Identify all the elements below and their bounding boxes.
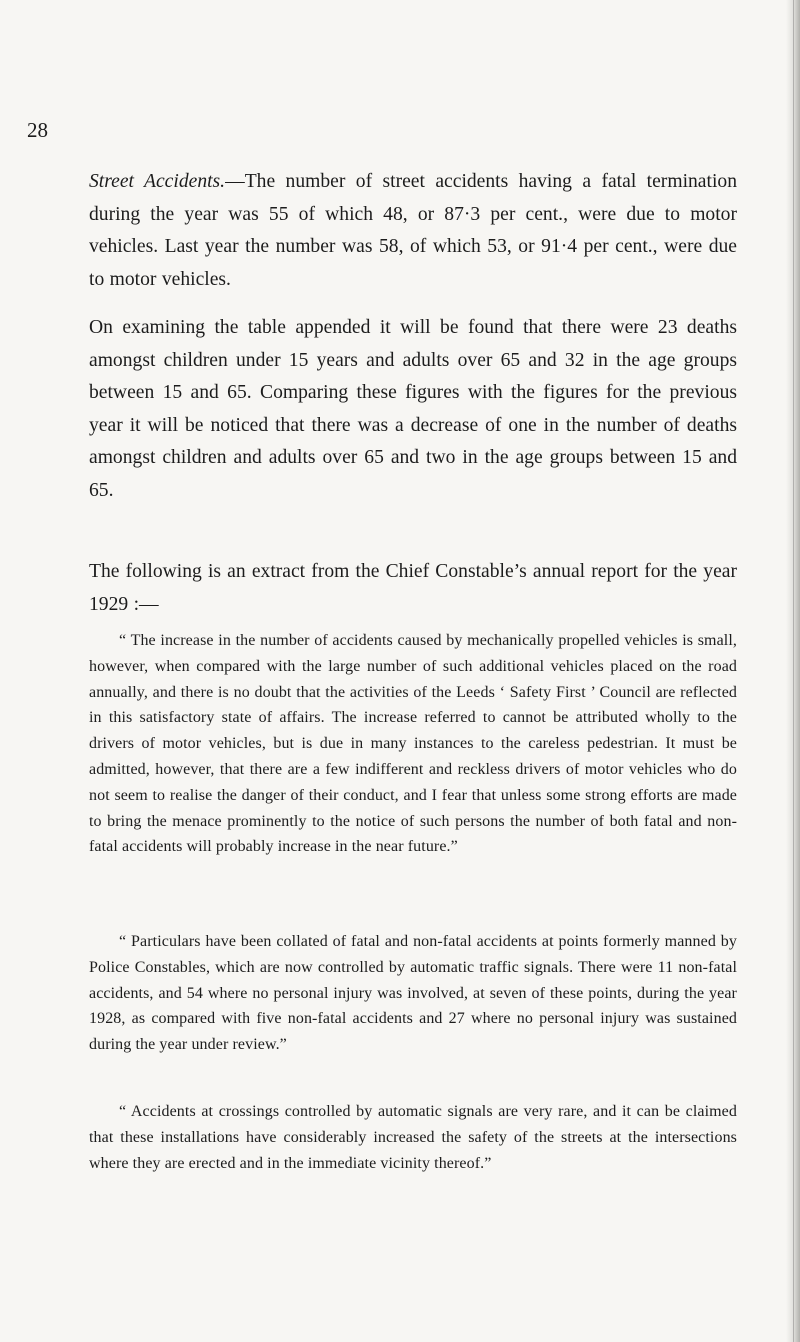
page-number: 28 <box>27 118 48 142</box>
quote-crossings-safety: “ Accidents at crossings controlled by automatic signals are very rare, and it can be claimed that these installations have considerably increased the safety of the streets at the intersections where they are erected and in the immediate vicinity thereof.” <box>89 1103 737 1172</box>
section-heading: Street Accidents. <box>89 171 226 192</box>
extract-intro-paragraph: The following is an extract from the Chief Constable’s annual report for the year 1929 :— <box>89 561 737 615</box>
street-accidents-text: —The number of street accidents having a fatal termination during the year was 55 of which 48, or 87·3 per cent., were due to motor vehicles. Last year the number was 58, of which 53, or 91·4 per cent., were due to motor vehicles. <box>89 171 737 290</box>
street-accidents-paragraph <box>89 166 737 296</box>
quote-traffic-signals: “ Particulars have been collated of fatal and non-fatal accidents at points formerly manned by Police Constables, which are now controlled by automatic traffic signals. There were 11 non-fatal accidents, and 54 where no personal injury was involved, at seven of these points, during the year 1928, as compared with five non-fatal accidents and 27 where no personal injury was sustained during the year under review.” <box>89 933 737 1054</box>
age-groups-paragraph: On examining the table appended it will be found that there were 23 deaths amongst children under 15 years and adults over 65 and 32 in the age groups between 15 and 65. Comparing these figures with the figures for the previous year it will be noticed that there was a decrease of one in the number of deaths amongst children and adults over 65 and two in the age groups between 15 and 65. <box>89 317 737 501</box>
quote-mechanically-propelled: “ The increase in the number of accidents caused by mechanically propelled vehicles is small, however, when compared with the large number of such additional vehicles placed on the road annually, and there is no doubt that the activities of the Leeds ‘ Safety First ’ Council are reflected in this satisfactory state of affairs. The increase referred to cannot be attributed wholly to the drivers of motor vehicles, but is due in many instances to the careless pedestrian. It must be admitted, however, that there are a few indifferent and reckless drivers of motor vehicles who do not seem to realise the danger of their conduct, and I fear that unless some strong efforts are made to bring the menace prominently to the notice of such persons the number of both fatal and non-fatal accidents will probably increase in the near future.” <box>89 632 737 856</box>
page-edge-line <box>793 0 794 1342</box>
